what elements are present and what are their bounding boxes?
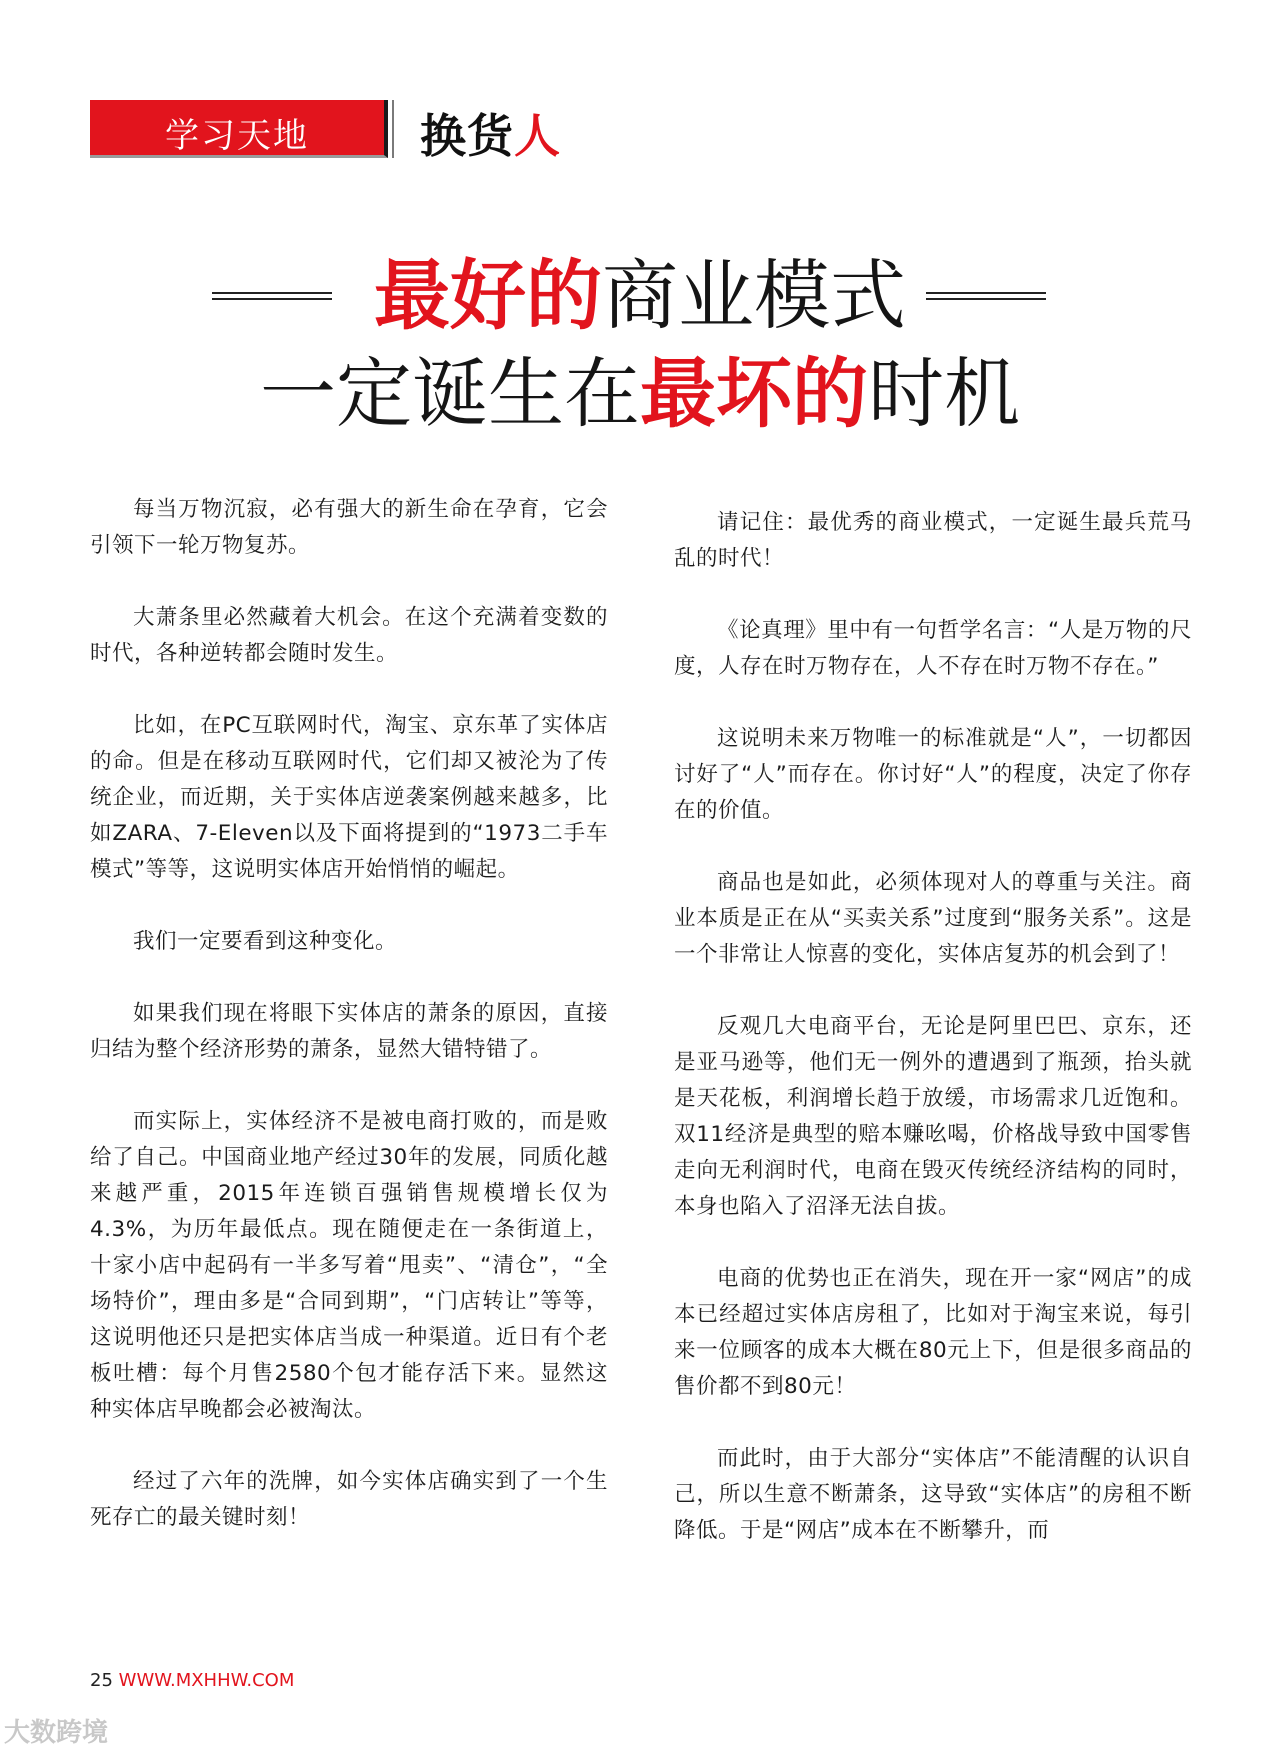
paragraph: 经过了六年的洗牌，如今实体店确实到了一个生死存亡的最关键时刻！: [90, 1469, 608, 1530]
paragraph: 而此时，由于大部分“实体店”不能清醒的认识自己，所以生意不断萧条，这导致“实体店”的房租不断降低。于是“网店”成本在不断攀升，而: [674, 1446, 1192, 1543]
paragraph: 商品也是如此，必须体现对人的尊重与关注。商业本质是正在从“买卖关系”过度到“服务关系”。这是一个非常让人惊喜的变化，实体店复苏的机会到了！: [674, 870, 1192, 967]
title-red-2: 最坏的: [640, 349, 868, 438]
paragraph: 请记住：最优秀的商业模式，一定诞生最兵荒马乱的时代！: [674, 510, 1192, 571]
header-divider: [392, 100, 394, 158]
paragraph: 《论真理》里中有一句哲学名言：“人是万物的尺度，人存在时万物存在，人不存在时万物不存在。”: [674, 618, 1192, 679]
brand-text: 换货: [420, 109, 514, 163]
footer-url: WWW.MXHHW.COM: [118, 1670, 295, 1691]
paragraph: 反观几大电商平台，无论是阿里巴巴、京东，还是亚马逊等，他们无一例外的遭遇到了瓶颈，抬头就是天花板，利润增长趋于放缓，市场需求几近饱和。双11经济是典型的赔本赚吆喝，价格战导致中国零售走向无利润时代，电商在毁灭传统经济结构的同时，本身也陷入了沼泽无法自拔。: [674, 1014, 1192, 1219]
paragraph: 比如，在PC互联网时代，淘宝、京东革了实体店的命。但是在移动互联网时代，它们却又被沦为了传统企业，而近期，关于实体店逆袭案例越来越多，比如ZARA、7-Eleven以及下面将提到的“1973二手车模式”等等，这说明实体店开始悄悄的崛起。: [90, 713, 608, 882]
article-title-line-2: [0, 349, 1280, 438]
article-title-line-1: [0, 251, 1280, 340]
page-number: 25: [90, 1670, 113, 1691]
magazine-brand: [420, 100, 561, 166]
title-rest-1: 商业模式: [602, 251, 906, 340]
paragraph: 大萧条里必然藏着大机会。在这个充满着变数的时代，各种逆转都会随时发生。: [90, 605, 608, 666]
paragraph: 电商的优势也正在消失，现在开一家“网店”的成本已经超过实体店房租了，比如对于淘宝来说，每引来一位顾客的成本大概在80元上下，但是很多商品的售价都不到80元！: [674, 1266, 1192, 1399]
title-post-2: 时机: [868, 349, 1020, 438]
paragraph: 这说明未来万物唯一的标准就是“人”，一切都因讨好了“人”而存在。你讨好“人”的程度，决定了你存在的价值。: [674, 726, 1192, 823]
body-column-left: [90, 492, 608, 1572]
paragraph: 而实际上，实体经济不是被电商打败的，而是败给了自己。中国商业地产经过30年的发展，同质化越来越严重，2015年连锁百强销售规模增长仅为4.3%，为历年最低点。现在随便走在一条街道上，十家小店中起码有一半多写着“甩卖”、“清仓”，“全场特价”，理由多是“合同到期”，“门店转让”等等，这说明他还只是把实体店当成一种渠道。近日有个老板吐槽：每个月售2580个包才能存活下来。显然这种实体店早晚都会必被淘汰。: [90, 1109, 608, 1422]
paragraph: 如果我们现在将眼下实体店的萧条的原因，直接归结为整个经济形势的萧条，显然大错特错了。: [90, 1001, 608, 1062]
paragraph: 每当万物沉寂，必有强大的新生命在孕育，它会引领下一轮万物复苏。: [90, 497, 608, 558]
title-red-1: 最好的: [374, 251, 602, 340]
watermark-logo: [4, 1712, 108, 1749]
section-tag-label: 学习天地: [165, 116, 309, 156]
section-tag: [90, 100, 388, 158]
body-column-right: [674, 505, 1192, 1585]
title-pre-2: 一定诞生在: [260, 349, 640, 438]
brand-accent: 人: [514, 109, 561, 163]
paragraph: 我们一定要看到这种变化。: [133, 929, 398, 954]
page-footer: [90, 1670, 294, 1691]
watermark-text: 大数跨境: [4, 1718, 109, 1748]
